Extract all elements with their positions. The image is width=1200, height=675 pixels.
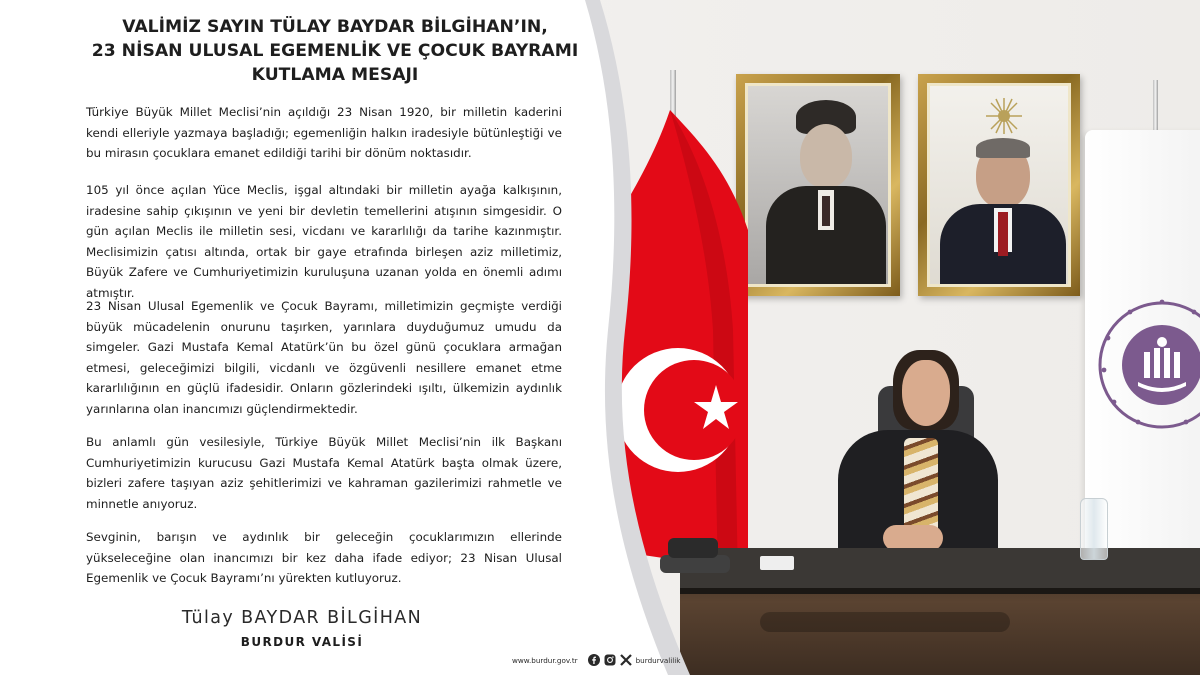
- x-icon[interactable]: [620, 654, 632, 666]
- instagram-icon[interactable]: [604, 654, 616, 666]
- message-paragraph-5: Sevginin, barışın ve aydınlık bir geleceğin çocuklarımızın ellerinde yükseleceğine olan inancımızı bir kez daha ifade ediyor; 23 Nisan Ulusal Egemenlik ve Çocuk Bayramı’nı yürekten kutluyoruz.: [86, 530, 562, 586]
- social-handle[interactable]: burdurvalilik: [635, 655, 681, 665]
- signature-name: Tülay BAYDAR BİLGİHAN: [181, 608, 423, 628]
- social-footer: [512, 652, 680, 668]
- title-line-3: KUTLAMA MESAJI: [251, 65, 419, 85]
- message-paragraph-2: 105 yıl önce açılan Yüce Meclis, işgal altındaki bir milletin ayağa kalkışının, iradesine sahip çıkışının ve yeni bir devletin temellerini atışının simgesidir. O gün açılan Meclis ile milletin sesi, vicdanı ve kararlılığı da tarihe kazınmıştır. Meclisimizin çatısı altında, ortak bir gaye etrafında birleşen aziz milletimiz, Büyük Zafere ve Cumhuriyetimizin kuruluşuna uzanan yolda en önemli adımı atmıştır.: [86, 183, 562, 300]
- message-title: [60, 15, 610, 87]
- facebook-icon[interactable]: [588, 654, 600, 666]
- message-paragraph-4: Bu anlamlı gün vesilesiyle, Türkiye Büyük Millet Meclisi’nin ilk Başkanı Cumhuriyetimizin kurucusu Gazi Mustafa Kemal Atatürk başta olmak üzere, bizleri zafere taşıyan aziz şehitlerimizi ve kahraman gazilerimizi rahmetle ve minnetle anıyoruz.: [86, 435, 562, 511]
- message-paragraph-1: Türkiye Büyük Millet Meclisi’nin açıldığı 23 Nisan 1920, bir milletin kaderini kendi elleriyle yazmaya başladığı; egemenliğin halkın iradesiyle bütünleştiği ve bu mirasın çocuklara emanet edildiği tarihi bir dönüm noktasıdır.: [86, 105, 562, 161]
- title-line-2: 23 NİSAN ULUSAL EGEMENLİK VE ÇOCUK BAYRAMI: [91, 41, 579, 61]
- signature-title: BURDUR VALİSİ: [240, 635, 364, 649]
- title-line-1: VALİMİZ SAYIN TÜLAY BAYDAR BİLGİHAN’IN,: [122, 17, 548, 37]
- website-link[interactable]: www.burdur.gov.tr: [512, 655, 578, 665]
- message-paragraph-3: 23 Nisan Ulusal Egemenlik ve Çocuk Bayramı, milletimizin geçmişte verdiği büyük mücadelenin onurunu taşırken, yarınlara duyduğumuz umudu da simgeler. Gazi Mustafa Kemal Atatürk’ün bu özel günü çocuklara armağan etmesi, geleceğimizi bilgili, vicdanlı ve özgüvenli nesillere emanet etme kararlılığının en güçlü ifadesidir. Onların gözlerindeki ışıltı, ülkemizin aydınlık yarınlarına olan inancımızı güçlendirmektedir.: [86, 299, 562, 416]
